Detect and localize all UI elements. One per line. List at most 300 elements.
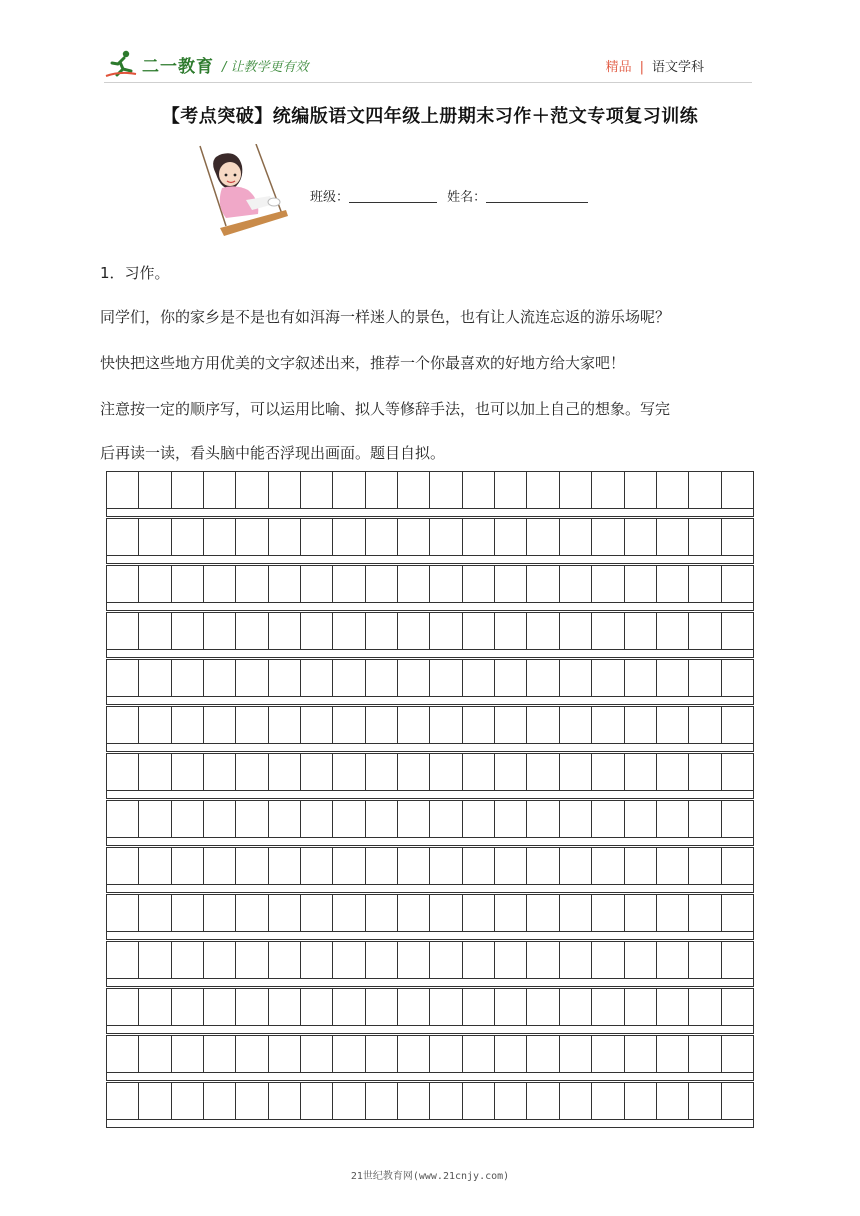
grid-cell[interactable]: [301, 613, 333, 649]
grid-cell[interactable]: [333, 519, 365, 555]
grid-cell[interactable]: [236, 989, 268, 1025]
grid-cell[interactable]: [172, 989, 204, 1025]
grid-cell[interactable]: [430, 707, 462, 743]
grid-cell[interactable]: [722, 707, 753, 743]
grid-cell[interactable]: [204, 613, 236, 649]
grid-cell[interactable]: [204, 566, 236, 602]
grid-cell[interactable]: [172, 754, 204, 790]
grid-cell[interactable]: [560, 519, 592, 555]
grid-cell[interactable]: [625, 660, 657, 696]
grid-cell[interactable]: [625, 613, 657, 649]
grid-cell[interactable]: [495, 989, 527, 1025]
grid-cell[interactable]: [463, 754, 495, 790]
grid-cell[interactable]: [560, 613, 592, 649]
grid-cell[interactable]: [463, 566, 495, 602]
grid-cell[interactable]: [333, 660, 365, 696]
grid-cell[interactable]: [430, 801, 462, 837]
grid-cell[interactable]: [139, 801, 171, 837]
grid-cell[interactable]: [430, 519, 462, 555]
grid-cell[interactable]: [139, 895, 171, 931]
grid-cell[interactable]: [107, 942, 139, 978]
grid-cell[interactable]: [204, 848, 236, 884]
grid-cell[interactable]: [139, 848, 171, 884]
grid-cell[interactable]: [560, 472, 592, 508]
grid-cell[interactable]: [107, 801, 139, 837]
grid-cell[interactable]: [333, 801, 365, 837]
grid-cell[interactable]: [463, 613, 495, 649]
row-gap: [106, 884, 754, 893]
grid-cell[interactable]: [107, 613, 139, 649]
grid-cell[interactable]: [527, 660, 559, 696]
grid-cell[interactable]: [527, 1083, 559, 1119]
grid-cell[interactable]: [204, 1083, 236, 1119]
grid-cell[interactable]: [625, 566, 657, 602]
grid-cell[interactable]: [495, 472, 527, 508]
grid-cell[interactable]: [398, 613, 430, 649]
grid-cell[interactable]: [657, 472, 689, 508]
grid-cell[interactable]: [269, 989, 301, 1025]
grid-cells: [106, 800, 754, 838]
subject-label: 语文学科: [651, 60, 704, 75]
grid-cell[interactable]: [722, 801, 753, 837]
grid-cell[interactable]: [398, 519, 430, 555]
grid-cell[interactable]: [301, 519, 333, 555]
grid-cell[interactable]: [398, 801, 430, 837]
grid-cell[interactable]: [657, 942, 689, 978]
grid-cell[interactable]: [657, 613, 689, 649]
grid-cell[interactable]: [269, 1036, 301, 1072]
grid-cell[interactable]: [657, 801, 689, 837]
writing-grid: [106, 471, 754, 1129]
grid-cell[interactable]: [139, 660, 171, 696]
grid-cell[interactable]: [301, 942, 333, 978]
row-gap: [106, 743, 754, 752]
grid-cell[interactable]: [236, 1083, 268, 1119]
grid-cell[interactable]: [366, 895, 398, 931]
grid-cell[interactable]: [722, 1083, 753, 1119]
grid-cell[interactable]: [236, 472, 268, 508]
grid-cell[interactable]: [139, 566, 171, 602]
grid-row: [106, 565, 754, 612]
grid-cell[interactable]: [625, 989, 657, 1025]
grid-cell[interactable]: [722, 754, 753, 790]
grid-cell[interactable]: [269, 801, 301, 837]
grid-cell[interactable]: [592, 519, 624, 555]
grid-cell[interactable]: [463, 707, 495, 743]
grid-cell[interactable]: [172, 707, 204, 743]
grid-cell[interactable]: [366, 660, 398, 696]
grid-cell[interactable]: [527, 566, 559, 602]
grid-cell[interactable]: [107, 472, 139, 508]
grid-cell[interactable]: [269, 1083, 301, 1119]
grid-cell[interactable]: [625, 754, 657, 790]
grid-cell[interactable]: [463, 1036, 495, 1072]
grid-cell[interactable]: [657, 895, 689, 931]
grid-cell[interactable]: [657, 519, 689, 555]
grid-cell[interactable]: [463, 989, 495, 1025]
grid-cell[interactable]: [625, 707, 657, 743]
grid-cell[interactable]: [722, 989, 753, 1025]
grid-cell[interactable]: [689, 472, 721, 508]
grid-cell[interactable]: [204, 895, 236, 931]
grid-cell[interactable]: [722, 613, 753, 649]
grid-cell[interactable]: [139, 613, 171, 649]
grid-cell[interactable]: [301, 566, 333, 602]
grid-cell[interactable]: [139, 989, 171, 1025]
grid-cell[interactable]: [366, 801, 398, 837]
grid-cell[interactable]: [689, 848, 721, 884]
grid-cell[interactable]: [560, 989, 592, 1025]
grid-cell[interactable]: [204, 1036, 236, 1072]
grid-cell[interactable]: [172, 660, 204, 696]
grid-cell[interactable]: [139, 1083, 171, 1119]
grid-cell[interactable]: [236, 895, 268, 931]
grid-cell[interactable]: [463, 660, 495, 696]
grid-cell[interactable]: [301, 472, 333, 508]
grid-cell[interactable]: [657, 1083, 689, 1119]
grid-cell[interactable]: [689, 519, 721, 555]
grid-cell[interactable]: [430, 1083, 462, 1119]
grid-cell[interactable]: [625, 1036, 657, 1072]
grid-cell[interactable]: [107, 895, 139, 931]
grid-cell[interactable]: [269, 660, 301, 696]
grid-cell[interactable]: [301, 1036, 333, 1072]
grid-cell[interactable]: [722, 895, 753, 931]
grid-cell[interactable]: [430, 1036, 462, 1072]
grid-cell[interactable]: [527, 1036, 559, 1072]
grid-cell[interactable]: [527, 519, 559, 555]
grid-cell[interactable]: [236, 707, 268, 743]
grid-cell[interactable]: [172, 472, 204, 508]
grid-cell[interactable]: [495, 613, 527, 649]
grid-cell[interactable]: [269, 754, 301, 790]
grid-cell[interactable]: [625, 801, 657, 837]
grid-cell[interactable]: [107, 660, 139, 696]
grid-cell[interactable]: [366, 989, 398, 1025]
grid-cell[interactable]: [139, 707, 171, 743]
grid-cell[interactable]: [366, 1036, 398, 1072]
grid-cell[interactable]: [107, 707, 139, 743]
grid-cell[interactable]: [463, 801, 495, 837]
grid-cell[interactable]: [722, 519, 753, 555]
grid-cell[interactable]: [236, 848, 268, 884]
grid-cell[interactable]: [495, 707, 527, 743]
grid-cell[interactable]: [527, 895, 559, 931]
grid-cell[interactable]: [689, 1083, 721, 1119]
grid-cell[interactable]: [560, 1083, 592, 1119]
grid-cell[interactable]: [172, 942, 204, 978]
grid-cell[interactable]: [107, 566, 139, 602]
grid-cell[interactable]: [398, 895, 430, 931]
grid-cell[interactable]: [333, 707, 365, 743]
grid-row: [106, 706, 754, 753]
grid-cell[interactable]: [398, 1083, 430, 1119]
grid-cell[interactable]: [560, 942, 592, 978]
grid-cell[interactable]: [301, 707, 333, 743]
grid-cell[interactable]: [592, 660, 624, 696]
grid-cell[interactable]: [495, 801, 527, 837]
grid-cell[interactable]: [366, 519, 398, 555]
grid-cell[interactable]: [269, 848, 301, 884]
grid-cell[interactable]: [560, 848, 592, 884]
grid-cell[interactable]: [722, 1036, 753, 1072]
grid-cell[interactable]: [269, 519, 301, 555]
grid-cell[interactable]: [592, 707, 624, 743]
grid-cell[interactable]: [463, 1083, 495, 1119]
grid-cell[interactable]: [333, 1083, 365, 1119]
grid-cell[interactable]: [172, 801, 204, 837]
grid-cell[interactable]: [625, 848, 657, 884]
grid-cell[interactable]: [333, 989, 365, 1025]
grid-cell[interactable]: [560, 566, 592, 602]
grid-cell[interactable]: [625, 519, 657, 555]
grid-cell[interactable]: [689, 942, 721, 978]
grid-cell[interactable]: [366, 566, 398, 602]
grid-cell[interactable]: [269, 472, 301, 508]
grid-cell[interactable]: [333, 895, 365, 931]
grid-cell[interactable]: [107, 519, 139, 555]
grid-cell[interactable]: [236, 942, 268, 978]
grid-cell[interactable]: [495, 519, 527, 555]
grid-cells: [106, 988, 754, 1026]
grid-cell[interactable]: [527, 942, 559, 978]
grid-cell[interactable]: [625, 1083, 657, 1119]
grid-cell[interactable]: [139, 472, 171, 508]
grid-cell[interactable]: [172, 848, 204, 884]
grid-cell[interactable]: [689, 895, 721, 931]
grid-cell[interactable]: [236, 1036, 268, 1072]
grid-cell[interactable]: [333, 848, 365, 884]
grid-cell[interactable]: [269, 942, 301, 978]
grid-cell[interactable]: [592, 613, 624, 649]
grid-cell[interactable]: [204, 754, 236, 790]
grid-cell[interactable]: [722, 566, 753, 602]
grid-cell[interactable]: [592, 566, 624, 602]
grid-cell[interactable]: [204, 989, 236, 1025]
grid-cell[interactable]: [430, 566, 462, 602]
runner-logo-icon: [104, 49, 138, 79]
grid-cell[interactable]: [333, 942, 365, 978]
grid-cell[interactable]: [560, 1036, 592, 1072]
grid-cell[interactable]: [560, 754, 592, 790]
grid-cell[interactable]: [139, 519, 171, 555]
grid-cell[interactable]: [172, 895, 204, 931]
grid-row: [106, 894, 754, 941]
grid-cell[interactable]: [366, 613, 398, 649]
grid-cell[interactable]: [366, 1083, 398, 1119]
grid-cell[interactable]: [107, 1083, 139, 1119]
grid-cell[interactable]: [495, 566, 527, 602]
grid-cell[interactable]: [689, 754, 721, 790]
grid-cell[interactable]: [430, 472, 462, 508]
grid-cell[interactable]: [527, 754, 559, 790]
grid-cell[interactable]: [172, 1036, 204, 1072]
grid-cell[interactable]: [592, 848, 624, 884]
grid-cell[interactable]: [463, 519, 495, 555]
grid-cell[interactable]: [527, 472, 559, 508]
grid-cell[interactable]: [398, 942, 430, 978]
grid-cell[interactable]: [204, 942, 236, 978]
grid-cell[interactable]: [398, 472, 430, 508]
grid-cell[interactable]: [301, 848, 333, 884]
grid-cell[interactable]: [592, 989, 624, 1025]
grid-cell[interactable]: [269, 895, 301, 931]
grid-cell[interactable]: [592, 1036, 624, 1072]
grid-cell[interactable]: [366, 707, 398, 743]
grid-cell[interactable]: [333, 613, 365, 649]
grid-cell[interactable]: [657, 707, 689, 743]
grid-cell[interactable]: [139, 754, 171, 790]
grid-cell[interactable]: [657, 848, 689, 884]
grid-cell[interactable]: [722, 942, 753, 978]
row-gap: [106, 555, 754, 564]
grid-cell[interactable]: [139, 942, 171, 978]
grid-cell[interactable]: [107, 848, 139, 884]
grid-cell[interactable]: [107, 989, 139, 1025]
grid-cell[interactable]: [172, 613, 204, 649]
grid-cell[interactable]: [495, 1036, 527, 1072]
grid-cell[interactable]: [430, 660, 462, 696]
grid-cell[interactable]: [236, 754, 268, 790]
grid-cell[interactable]: [107, 754, 139, 790]
row-gap: [106, 508, 754, 517]
grid-cell[interactable]: [204, 801, 236, 837]
grid-cell[interactable]: [495, 660, 527, 696]
grid-cell[interactable]: [625, 895, 657, 931]
grid-cell[interactable]: [301, 989, 333, 1025]
grid-cell[interactable]: [689, 566, 721, 602]
grid-cell[interactable]: [398, 1036, 430, 1072]
grid-cell[interactable]: [592, 942, 624, 978]
grid-cell[interactable]: [657, 754, 689, 790]
grid-cell[interactable]: [430, 895, 462, 931]
grid-cell[interactable]: [333, 754, 365, 790]
grid-cell[interactable]: [527, 989, 559, 1025]
question-number: 1．习作。: [100, 264, 170, 282]
grid-cell[interactable]: [657, 989, 689, 1025]
row-gap: [106, 602, 754, 611]
grid-cell[interactable]: [398, 754, 430, 790]
grid-cell[interactable]: [333, 472, 365, 508]
grid-cell[interactable]: [560, 660, 592, 696]
grid-cell[interactable]: [657, 1036, 689, 1072]
grid-cell[interactable]: [301, 1083, 333, 1119]
grid-cell[interactable]: [463, 942, 495, 978]
grid-cell[interactable]: [560, 895, 592, 931]
grid-cell[interactable]: [398, 707, 430, 743]
grid-cell[interactable]: [398, 660, 430, 696]
grid-cell[interactable]: [301, 801, 333, 837]
grid-cell[interactable]: [430, 613, 462, 649]
grid-cell[interactable]: [722, 472, 753, 508]
grid-cell[interactable]: [366, 942, 398, 978]
grid-cell[interactable]: [204, 707, 236, 743]
grid-cell[interactable]: [527, 801, 559, 837]
grid-cell[interactable]: [269, 707, 301, 743]
grid-cell[interactable]: [398, 989, 430, 1025]
grid-cell[interactable]: [560, 707, 592, 743]
grid-cell[interactable]: [592, 895, 624, 931]
grid-cell[interactable]: [495, 1083, 527, 1119]
grid-cell[interactable]: [527, 613, 559, 649]
grid-cell[interactable]: [625, 472, 657, 508]
grid-cell[interactable]: [269, 613, 301, 649]
grid-cell[interactable]: [333, 1036, 365, 1072]
grid-cell[interactable]: [689, 613, 721, 649]
grid-cell[interactable]: [495, 895, 527, 931]
grid-cell[interactable]: [592, 801, 624, 837]
grid-cell[interactable]: [107, 1036, 139, 1072]
grid-cell[interactable]: [527, 707, 559, 743]
grid-cell[interactable]: [139, 1036, 171, 1072]
grid-cell[interactable]: [430, 942, 462, 978]
grid-cell[interactable]: [236, 801, 268, 837]
grid-cell[interactable]: [463, 472, 495, 508]
grid-cell[interactable]: [657, 566, 689, 602]
grid-cell[interactable]: [495, 848, 527, 884]
grid-cell[interactable]: [236, 566, 268, 602]
student-info: [310, 186, 588, 205]
grid-cell[interactable]: [592, 1083, 624, 1119]
grid-cell[interactable]: [366, 472, 398, 508]
grid-cell[interactable]: [333, 566, 365, 602]
grid-cell[interactable]: [625, 942, 657, 978]
grid-cell[interactable]: [689, 707, 721, 743]
grid-cell[interactable]: [722, 660, 753, 696]
grid-cell[interactable]: [463, 895, 495, 931]
grid-cell[interactable]: [722, 848, 753, 884]
grid-cell[interactable]: [430, 754, 462, 790]
grid-cell[interactable]: [236, 613, 268, 649]
grid-cell[interactable]: [172, 1083, 204, 1119]
grid-cell[interactable]: [495, 754, 527, 790]
grid-cell[interactable]: [172, 566, 204, 602]
grid-cell[interactable]: [430, 848, 462, 884]
grid-cell[interactable]: [592, 754, 624, 790]
grid-cell[interactable]: [366, 848, 398, 884]
grid-cell[interactable]: [236, 519, 268, 555]
grid-cell[interactable]: [204, 660, 236, 696]
grid-cell[interactable]: [204, 472, 236, 508]
grid-cell[interactable]: [560, 801, 592, 837]
grid-cell[interactable]: [592, 472, 624, 508]
grid-cell[interactable]: [657, 660, 689, 696]
grid-cell[interactable]: [495, 942, 527, 978]
grid-cell[interactable]: [689, 1036, 721, 1072]
grid-cell[interactable]: [301, 895, 333, 931]
grid-cell[interactable]: [463, 848, 495, 884]
grid-cell[interactable]: [527, 848, 559, 884]
grid-cell[interactable]: [689, 989, 721, 1025]
grid-cell[interactable]: [689, 801, 721, 837]
grid-row: [106, 612, 754, 659]
grid-cell[interactable]: [236, 660, 268, 696]
grid-cells: [106, 1035, 754, 1073]
name-blank[interactable]: [486, 190, 588, 203]
grid-cell[interactable]: [172, 519, 204, 555]
grid-cell[interactable]: [204, 519, 236, 555]
grid-row: [106, 1082, 754, 1129]
grid-cell[interactable]: [366, 754, 398, 790]
grid-cell[interactable]: [301, 754, 333, 790]
grid-cell[interactable]: [430, 989, 462, 1025]
grid-cell[interactable]: [398, 566, 430, 602]
class-blank[interactable]: [349, 190, 437, 203]
grid-cell[interactable]: [398, 848, 430, 884]
grid-cell[interactable]: [689, 660, 721, 696]
grid-cell[interactable]: [269, 566, 301, 602]
grid-cell[interactable]: [301, 660, 333, 696]
